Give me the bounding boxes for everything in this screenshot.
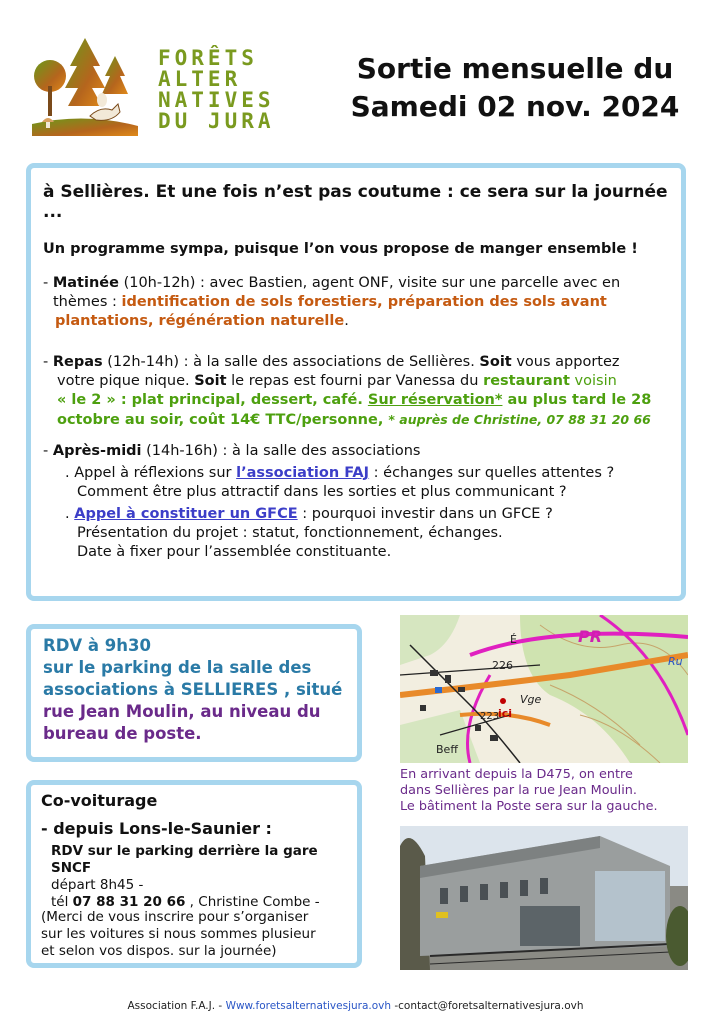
item1-text-a: . Appel à réflexions sur	[65, 465, 237, 481]
repas-text-1: (12h-14h) : à la salle des associations de Sellières.	[107, 354, 480, 370]
map-label-e: É	[510, 633, 517, 646]
logo-line-4: DU JURA	[158, 109, 275, 133]
carpool-depart: départ 8h45 -	[51, 877, 144, 893]
matinee-end: .	[344, 313, 349, 329]
repas-deadline-2: octobre au soir, coût 14€ TTC/personne,	[57, 412, 389, 428]
program-box	[26, 163, 686, 601]
repas-section: - Repas (12h-14h) : à la salle des associations de Sellières. Soit vous apportez votre pique nique. Soit le repas est fourni par Vanessa du restaurant voisin « le 2 » : plat principal, dessert, café. Sur réservation* au plus tard le 28 octobre au soir, coût 14€ TTC/personne, * auprès de Christine, 07 88 31 20 66	[43, 354, 652, 428]
apresmidi-label: Après-midi	[52, 443, 142, 459]
item1-text-c: Comment être plus attractif dans les sorties et plus communicant ?	[77, 484, 567, 500]
map-label-226: 226	[492, 659, 513, 672]
repas-text-4: le repas est fourni par Vanessa du	[226, 373, 484, 389]
carpool-note-2: sur les voitures si nous sommes plusieur	[41, 926, 316, 942]
map-label-ru: Ru	[668, 655, 683, 668]
logo	[30, 36, 280, 136]
title-line-1: Sortie mensuelle du	[356, 52, 674, 85]
carpool-from: - depuis Lons-le-Saunier	[41, 819, 260, 838]
repas-soit-2: Soit	[194, 373, 227, 389]
rdv-line-4: rue Jean Moulin, au niveau du	[43, 702, 321, 721]
logo-line-2: ALTER	[158, 67, 242, 91]
carpool-from-colon: :	[259, 819, 272, 838]
carpool-note-1: (Merci de vous inscrire pour s’organiser	[41, 909, 309, 925]
carpool-title: Co-voiturage	[41, 791, 158, 810]
footer-assoc: Association F.A.J. -	[127, 1000, 226, 1012]
matinee-time: (10h-12h) : avec Bastien, agent ONF, visite sur une parcelle avec en	[123, 275, 621, 291]
faj-link[interactable]: l’association FAJ	[236, 465, 370, 481]
footer-website-link[interactable]: Www.foretsalternativesjura.ovh	[225, 1000, 392, 1012]
item1-text-b: : échanges sur quelles attentes ?	[369, 465, 615, 481]
caption-line-2: dans Sellières par la rue Jean Moulin.	[400, 783, 637, 798]
item2-text-c: Présentation du projet : statut, fonctionnement, échanges.	[77, 525, 503, 541]
carpool-note	[41, 909, 361, 960]
forest-logo-icon	[30, 36, 140, 136]
matinee-label: Matinée	[52, 275, 119, 291]
map-image	[400, 615, 688, 763]
matinee-topics-1: identification de sols forestiers, préparation des sols avant	[121, 294, 607, 310]
program-subtitle: Un programme sympa, puisque l’on vous propose de manger ensemble !	[43, 241, 638, 257]
repas-note: * auprès de Christine, 07 88 31 20 66	[388, 412, 651, 427]
carpool-box	[26, 780, 362, 968]
carpool-meeting: RDV sur le parking derrière la gare SNCF	[51, 843, 318, 876]
map-label-ici: ici	[498, 707, 513, 720]
repas-reservation: Sur réservation*	[367, 392, 503, 408]
gfce-link[interactable]: Appel à constituer un GFCE	[74, 506, 298, 522]
repas-soit-1: Soit	[479, 354, 512, 370]
map-label-pr: PR	[578, 627, 603, 646]
carpool-note-3: et selon vos dispos. sur la journée)	[41, 943, 277, 959]
map-label-vge: Vge	[520, 693, 542, 706]
logo-line-3: NATIVES	[158, 88, 275, 112]
rdv-line-2: sur le parking de la salle des	[43, 658, 312, 677]
caption-line-1: En arrivant depuis la D475, on entre	[400, 767, 633, 782]
rdv-line-3: associations à SELLIERES , situé	[43, 680, 343, 699]
item2-text-d: Date à fixer pour l’assemblée constituante.	[77, 544, 392, 560]
intro-text: à Sellières. Et une fois n’est pas coutume : ce sera sur la journée ...	[43, 182, 668, 222]
carpool-contact: , Christine Combe -	[185, 894, 320, 910]
repas-voisin: voisin	[569, 373, 617, 389]
repas-deadline: au plus tard le 28	[502, 392, 652, 408]
page-title	[330, 50, 700, 126]
footer-contact: -contact@foretsalternativesjura.ovh	[391, 1000, 584, 1012]
title-line-2: Samedi 02 nov. 2024	[350, 90, 680, 123]
rdv-text	[43, 635, 363, 745]
map-caption	[400, 767, 695, 815]
footer	[0, 1000, 711, 1012]
map-label-beff: Beff	[436, 743, 458, 756]
carpool-tel-label: tél	[51, 894, 73, 910]
logo-line-1: FORÊTS	[158, 46, 258, 70]
repas-text-3: votre pique nique.	[57, 373, 195, 389]
repas-le2: « le 2 » : plat principal, dessert, café.	[57, 392, 368, 408]
item2-dot: .	[65, 506, 75, 522]
carpool-details	[51, 843, 361, 911]
matinee-section: - Matinée (10h-12h) : avec Bastien, agent ONF, visite sur une parcelle avec en thèmes : identification de sols forestiers, préparation des sols avant plantations, régénération naturelle.	[43, 275, 621, 329]
location-map	[400, 615, 688, 763]
matinee-themes: thèmes :	[53, 294, 122, 310]
item2-text-b: : pourquoi investir dans un GFCE ?	[297, 506, 553, 522]
rdv-line-5: bureau de poste.	[43, 724, 202, 743]
rdv-line-1: RDV à 9h30	[43, 636, 151, 655]
building-image	[400, 826, 688, 970]
matinee-topics-2: plantations, régénération naturelle	[55, 313, 345, 329]
apresmidi-time: (14h-16h) : à la salle des associations	[146, 443, 421, 459]
carpool-tel: 07 88 31 20 66	[72, 894, 186, 910]
caption-line-3: Le bâtiment la Poste sera sur la gauche.	[400, 799, 658, 814]
repas-text-2: vous apportez	[511, 354, 620, 370]
repas-label: Repas	[52, 354, 103, 370]
map-label-223: 223	[480, 711, 500, 722]
rdv-box	[26, 624, 362, 762]
restaurant-label: restaurant	[483, 373, 570, 389]
apresmidi-section: - Après-midi (14h-16h) : à la salle des associations . Appel à réflexions sur l’association FAJ : échanges sur quelles attentes ? Comment être plus attractif dans les sorties et plus communicant ? . Appel à constituer un GFCE : pourquoi investir dans un GFCE ? Présentation du projet : statut, fonctionnement, échanges. Date à fixer pour l’assemblée constituante.	[43, 442, 688, 562]
post-office-photo	[400, 826, 688, 970]
